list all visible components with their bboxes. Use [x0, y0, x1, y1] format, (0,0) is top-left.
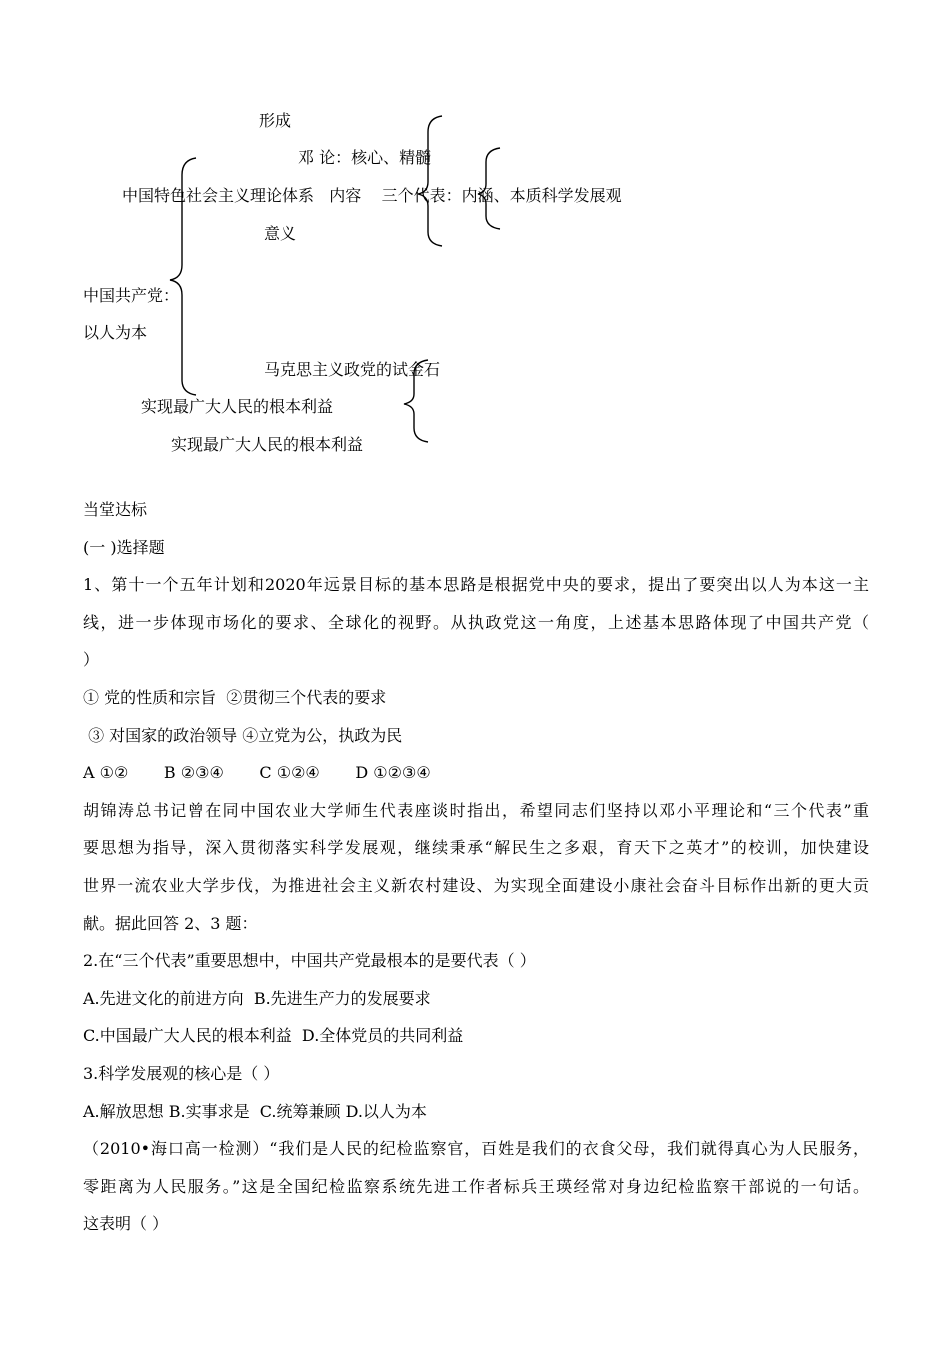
material-line-2: 要思想为指导，深入贯彻落实科学发展观，继续秉承“解民生之多艰，育天下之英才”的校训，加快建设	[83, 838, 869, 858]
q1-statements-1: ① 党的性质和宗旨 ②贯彻三个代表的要求	[83, 687, 387, 707]
diagram-deng-theory: 邓 论：核心、精髓	[298, 148, 432, 167]
diagram-people-first: 以人为本	[83, 323, 148, 342]
diagram-braces	[0, 0, 950, 480]
q1-statements-2: ③ 对国家的政治领导 ④立党为公，执政为民	[83, 725, 403, 745]
q1-line-2: 线，进一步体现市场化的要求、全球化的视野。从执政党这一角度，上述基本思路体现了中国共产党（	[83, 612, 869, 632]
q2-stem: 2.在“三个代表”重要思想中，中国共产党最根本的是要代表（ ）	[83, 951, 536, 971]
q2-options-2: C.中国最广大人民的根本利益 D.全体党员的共同利益	[83, 1026, 464, 1046]
q1-line-3: ）	[83, 650, 100, 670]
diagram-interest-2: 实现最广大人民的根本利益	[171, 435, 364, 454]
q3-options: A.解放思想 B.实事求是 C.统筹兼顾 D.以人为本	[83, 1101, 427, 1121]
brace-theories	[478, 148, 500, 229]
diagram-formation: 形成	[259, 111, 292, 130]
q1-line-1: 1、第十一个五年计划和2020年远景目标的基本思路是根据党中央的要求，提出了要突出以人为本这一主	[83, 575, 869, 595]
material-line-4: 献。据此回答 2、3 题：	[83, 913, 258, 933]
material-line-3: 世界一流农业大学步伐，为推进社会主义新农村建设、为实现全面建设小康社会奋斗目标作出新的更大贡	[83, 875, 869, 895]
diagram-interest-1: 实现最广大人民的根本利益	[141, 397, 334, 416]
q1-options: A ①② B ②③④ C ①②④ D ①②③④	[83, 763, 431, 783]
q4-line-3: 这表明（ ）	[83, 1214, 169, 1234]
q2-options-1: A.先进文化的前进方向 B.先进生产力的发展要求	[83, 988, 431, 1008]
exercise-text	[83, 491, 869, 1243]
brace-large	[170, 158, 196, 395]
section-heading: 当堂达标	[83, 500, 148, 519]
diagram-marxist-test: 马克思主义政党的试金石	[264, 360, 441, 379]
brace-lower	[404, 360, 428, 442]
diagram-system-line: 中国特色社会主义理论体系 内容 三个代表：内涵、本质科学发展观	[122, 186, 622, 205]
brace-content	[418, 116, 442, 246]
q4-line-2: 零距离为人民服务。”这是全国纪检监察系统先进工作者标兵王瑛经常对身边纪检监察干部说的一句话。	[83, 1176, 869, 1196]
diagram-significance: 意义	[264, 224, 297, 243]
diagram-ccp: 中国共产党：	[83, 286, 180, 305]
material-line-1: 胡锦涛总书记曾在同中国农业大学师生代表座谈时指出，希望同志们坚持以邓小平理论和“三个代表”重	[83, 800, 869, 820]
q4-line-1: （2010•海口高一检测）“我们是人民的纪检监察官，百姓是我们的衣食父母，我们就得真心为人民服务，	[83, 1139, 869, 1159]
q3-stem: 3.科学发展观的核心是（ ）	[83, 1063, 280, 1083]
subsection-heading: (一 )选择题	[83, 537, 165, 557]
